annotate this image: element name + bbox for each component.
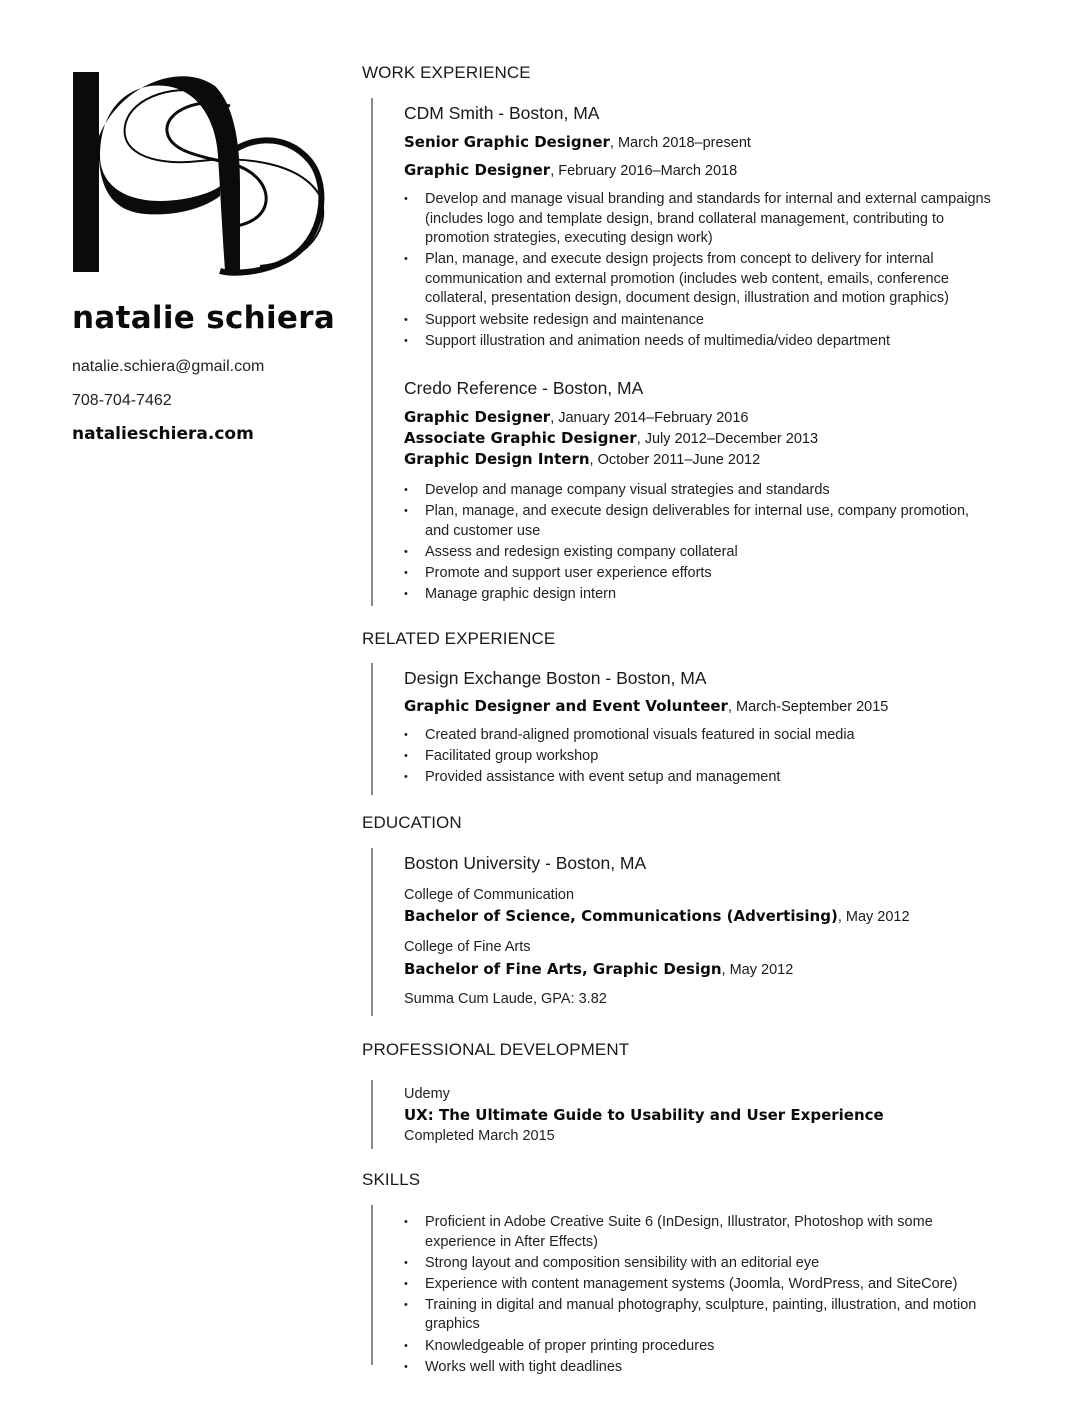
job-role bbox=[404, 161, 737, 179]
website-link[interactable]: natalieschiera.com bbox=[72, 424, 254, 444]
role-dates: , March 2018–present bbox=[609, 135, 751, 151]
role-dates: , January 2014–February 2016 bbox=[550, 410, 749, 426]
section-title-professional: PROFESSIONAL DEVELOPMENT bbox=[362, 1040, 630, 1059]
role-title: Graphic Designer and Event Volunteer bbox=[404, 697, 728, 715]
role-title: Graphic Designer bbox=[404, 161, 551, 179]
section-rule bbox=[371, 98, 373, 606]
degree bbox=[404, 960, 793, 978]
role-dates: , March-September 2015 bbox=[727, 699, 889, 715]
degree bbox=[404, 907, 910, 925]
list-item: • Training in digital and manual photography, sculpture, painting, illustration, and motion graphics bbox=[404, 1296, 994, 1335]
candidate-name: natalie schiera bbox=[72, 300, 336, 336]
role-dates: , July 2012–December 2013 bbox=[636, 431, 819, 447]
school-name: Boston University - Boston, MA bbox=[404, 853, 647, 873]
list-item: • Plan, manage, and execute design projects from concept to delivery for internal communication and external promotion (includes web content, emails, conference collateral, presentation design, document design, illustration and motion graphics) bbox=[404, 250, 994, 309]
section-title-work: WORK EXPERIENCE bbox=[362, 63, 531, 82]
job-role bbox=[404, 429, 818, 447]
email-link[interactable]: natalie.schiera@gmail.com bbox=[72, 358, 265, 375]
job-role bbox=[404, 133, 751, 151]
job-role bbox=[404, 697, 888, 715]
section-title-skills: SKILLS bbox=[362, 1170, 421, 1189]
course-completed: Completed March 2015 bbox=[404, 1128, 555, 1144]
list-item: • Experience with content management systems (Joomla, WordPress, and SiteCore) bbox=[404, 1275, 994, 1295]
section-rule bbox=[371, 1080, 373, 1149]
list-item: • Develop and manage company visual strategies and standards bbox=[404, 481, 994, 501]
job-role bbox=[404, 450, 760, 468]
list-item: • Develop and manage visual branding and standards for internal and external campaigns (includes logo and template design, brand collateral management, contributing to promotion strategies, executing design work) bbox=[404, 190, 994, 249]
section-rule bbox=[371, 663, 373, 795]
list-item: • Support illustration and animation needs of multimedia/video department bbox=[404, 332, 994, 352]
degree-title: Bachelor of Fine Arts, Graphic Design bbox=[404, 960, 722, 978]
course-title: UX: The Ultimate Guide to Usability and User Experience bbox=[404, 1106, 884, 1124]
role-title: Graphic Designer bbox=[404, 408, 551, 426]
bullet-list bbox=[404, 190, 994, 353]
section-title-education: EDUCATION bbox=[362, 813, 462, 832]
list-item: • Strong layout and composition sensibility with an editorial eye bbox=[404, 1254, 994, 1274]
list-item: • Manage graphic design intern bbox=[404, 585, 994, 605]
bullet-list bbox=[404, 726, 994, 789]
section-title-related: RELATED EXPERIENCE bbox=[362, 629, 556, 648]
role-dates: , October 2011–June 2012 bbox=[589, 452, 761, 468]
degree-date: , May 2012 bbox=[721, 962, 794, 978]
role-title: Senior Graphic Designer bbox=[404, 133, 610, 151]
honors: Summa Cum Laude, GPA: 3.82 bbox=[404, 991, 607, 1007]
list-item: • Knowledgeable of proper printing procedures bbox=[404, 1337, 994, 1357]
list-item: • Works well with tight deadlines bbox=[404, 1358, 994, 1378]
section-rule bbox=[371, 1205, 373, 1365]
degree-title: Bachelor of Science, Communications (Advertising) bbox=[404, 907, 838, 925]
bullet-list bbox=[404, 481, 994, 606]
college-name: College of Communication bbox=[404, 887, 575, 903]
list-item: • Plan, manage, and execute design deliverables for internal use, company promotion, and customer use bbox=[404, 502, 994, 541]
role-title: Associate Graphic Designer bbox=[404, 429, 637, 447]
list-item: • Assess and redesign existing company collateral bbox=[404, 543, 994, 563]
job-role bbox=[404, 408, 749, 426]
org-name: Credo Reference - Boston, MA bbox=[404, 378, 644, 398]
list-item: • Facilitated group workshop bbox=[404, 747, 994, 767]
course-provider: Udemy bbox=[404, 1086, 450, 1102]
college-name: College of Fine Arts bbox=[404, 939, 531, 955]
degree-date: , May 2012 bbox=[837, 909, 910, 925]
list-item: • Provided assistance with event setup and management bbox=[404, 768, 994, 788]
section-rule bbox=[371, 848, 373, 1016]
phone-number: 708-704-7462 bbox=[72, 392, 172, 409]
role-dates: , February 2016–March 2018 bbox=[550, 163, 738, 179]
list-item: • Promote and support user experience efforts bbox=[404, 564, 994, 584]
list-item: • Proficient in Adobe Creative Suite 6 (InDesign, Illustrator, Photoshop with some experience in After Effects) bbox=[404, 1213, 994, 1252]
role-title: Graphic Design Intern bbox=[404, 450, 590, 468]
org-name: CDM Smith - Boston, MA bbox=[404, 103, 600, 123]
org-name: Design Exchange Boston - Boston, MA bbox=[404, 668, 707, 688]
list-item: • Support website redesign and maintenance bbox=[404, 311, 994, 331]
np-monogram-icon bbox=[70, 66, 330, 278]
list-item: • Created brand-aligned promotional visuals featured in social media bbox=[404, 726, 994, 746]
skills-list bbox=[404, 1213, 994, 1379]
